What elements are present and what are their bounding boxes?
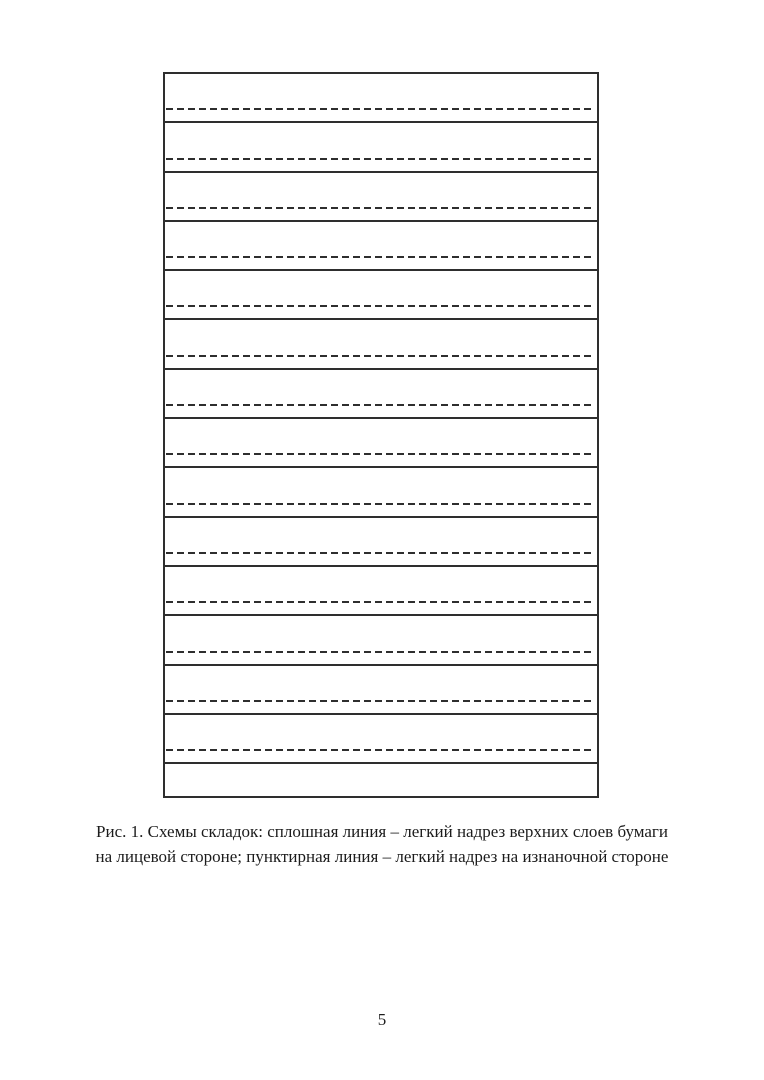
dashed-fold-line xyxy=(166,651,595,653)
fold-panel xyxy=(165,518,597,567)
fold-panel xyxy=(165,74,597,123)
dashed-fold-line xyxy=(166,355,595,357)
dashed-fold-line xyxy=(166,207,595,209)
fold-panel xyxy=(165,320,597,369)
dashed-fold-line xyxy=(166,453,595,455)
fold-panel xyxy=(165,173,597,222)
figure-caption-line-1: Рис. 1. Схемы складок: сплошная линия – легкий надрез верхних слоев бумаги xyxy=(96,822,668,841)
dashed-fold-line xyxy=(166,256,595,258)
fold-panel xyxy=(165,567,597,616)
dashed-fold-line xyxy=(166,601,595,603)
fold-panel xyxy=(165,666,597,715)
fold-panel xyxy=(165,419,597,468)
dashed-fold-line xyxy=(166,503,595,505)
figure-caption xyxy=(0,820,764,869)
fold-diagram xyxy=(163,72,599,798)
fold-panel xyxy=(165,715,597,764)
page-number: 5 xyxy=(377,1010,387,1029)
dashed-fold-line xyxy=(166,552,595,554)
fold-panel-trailing-empty xyxy=(165,764,597,796)
dashed-fold-line xyxy=(166,158,595,160)
fold-panel xyxy=(165,370,597,419)
dashed-fold-line xyxy=(166,305,595,307)
figure-caption-line-2: на лицевой стороне; пунктирная линия – легкий надрез на изнаночной стороне xyxy=(95,846,669,866)
dashed-fold-line xyxy=(166,749,595,751)
fold-panel xyxy=(165,271,597,320)
dashed-fold-line xyxy=(166,108,595,110)
dashed-fold-line xyxy=(166,700,595,702)
fold-panel xyxy=(165,468,597,517)
dashed-fold-line xyxy=(166,404,595,406)
fold-panel xyxy=(165,222,597,271)
fold-panel xyxy=(165,616,597,665)
fold-panel xyxy=(165,123,597,172)
